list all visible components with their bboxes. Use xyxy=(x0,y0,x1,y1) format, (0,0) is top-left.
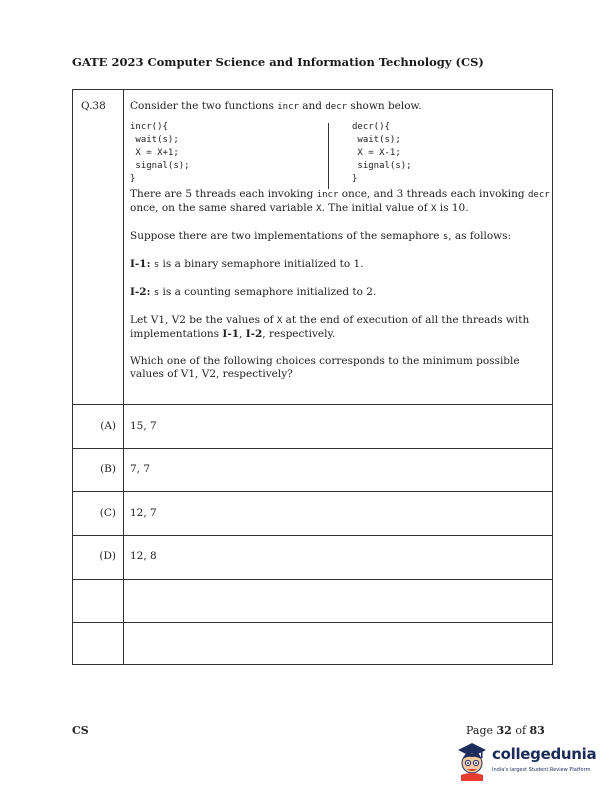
code-block xyxy=(130,121,550,189)
code-separator xyxy=(328,123,329,189)
logo-tagline: India's largest Student Review Platform xyxy=(492,767,591,773)
question-body xyxy=(130,100,550,381)
option-b-text: 7, 7 xyxy=(130,463,151,475)
implementation-2: I-2: s is a counting semaphore initialized to 2. xyxy=(130,286,377,298)
footer-subject: CS xyxy=(72,724,89,737)
question-prompt: Which one of the following choices corresponds to the minimum possible values of V1, V2, respectively? xyxy=(130,355,520,380)
code-line: signal(s); xyxy=(352,161,412,171)
row-divider xyxy=(73,579,552,580)
incr-code xyxy=(130,121,190,186)
code-line: decr(){ xyxy=(352,122,390,132)
code-line: wait(s); xyxy=(130,135,179,145)
option-d-text: 12, 8 xyxy=(130,550,157,562)
code-line: } xyxy=(130,174,136,184)
code-line: X = X+1; xyxy=(130,148,179,158)
option-d-label: (D) xyxy=(99,550,116,562)
row-divider xyxy=(73,535,552,536)
semaphore-paragraph: Suppose there are two implementations of the semaphore s, as follows: xyxy=(130,230,512,242)
threads-paragraph: There are 5 threads each invoking incr once, and 3 threads each invoking decr once, on the same shared variable X. The initial value of X is 10. xyxy=(130,188,550,214)
implementation-1: I-1: s is a binary semaphore initialized to 1. xyxy=(130,258,364,270)
question-table xyxy=(72,89,553,665)
page-number: Page 32 of 83 xyxy=(466,724,545,737)
code-line: wait(s); xyxy=(352,135,401,145)
option-c-text: 12, 7 xyxy=(130,507,157,519)
row-divider xyxy=(73,448,552,449)
row-divider xyxy=(73,404,552,405)
values-paragraph: Let V1, V2 be the values of X at the end of execution of all the threads with implementations I-1, I-2, respectively. xyxy=(130,314,530,340)
decr-code xyxy=(352,121,412,186)
code-line: X = X-1; xyxy=(352,148,401,158)
graduate-mascot-icon xyxy=(455,741,489,781)
question-intro: Consider the two functions incr and decr shown below. xyxy=(130,100,422,112)
option-a-label: (A) xyxy=(100,420,116,432)
row-divider xyxy=(73,622,552,623)
code-line: incr(){ xyxy=(130,122,168,132)
row-divider xyxy=(73,491,552,492)
question-number: Q.38 xyxy=(81,100,106,112)
page-header: GATE 2023 Computer Science and Information Technology (CS) xyxy=(72,55,484,69)
code-line: signal(s); xyxy=(130,161,190,171)
option-b-label: (B) xyxy=(100,463,116,475)
option-a-text: 15, 7 xyxy=(130,420,157,432)
column-divider xyxy=(123,90,124,664)
collegedunia-logo xyxy=(455,741,605,781)
code-line: } xyxy=(352,174,358,184)
option-c-label: (C) xyxy=(99,507,116,519)
logo-wordmark: collegedunia xyxy=(492,745,597,763)
